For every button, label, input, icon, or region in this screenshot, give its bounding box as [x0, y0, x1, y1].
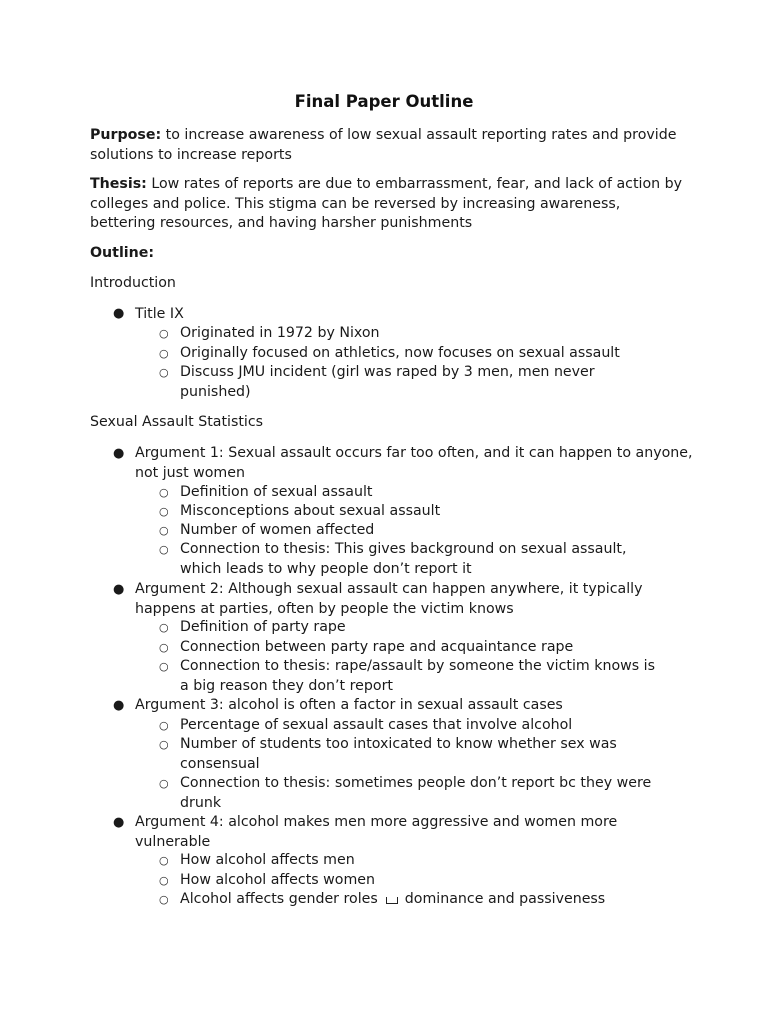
sub-list-item-text: dominance and passiveness — [404, 891, 606, 907]
sub-list-item: Percentage of sexual assault cases that involve alcohol — [180, 717, 573, 733]
list-item: Argument 4: alcohol makes men more aggressive and women more vulnerable — [135, 814, 618, 850]
circle-bullet-icon: ○ — [159, 486, 169, 499]
circle-bullet-icon: ○ — [159, 854, 169, 867]
bullet-icon: ● — [113, 582, 125, 597]
sub-list-item — [180, 889, 660, 909]
list-item: Argument 1: Sexual assault occurs far too often, and it can happen to anyone, not just women — [135, 445, 693, 481]
statistics-heading: Sexual Assault Statistics — [90, 414, 264, 430]
bullet-icon: ● — [113, 815, 125, 830]
bullet-icon: ● — [113, 698, 125, 713]
list-item: Argument 2: Although sexual assault can happen anywhere, it typically happens at parties, often by people the victim knows — [135, 581, 643, 617]
purpose-text: to increase awareness of low sexual assault reporting rates and provide solutions to increase reports — [90, 127, 677, 163]
circle-bullet-icon: ○ — [159, 641, 169, 654]
list-item: Title IX — [135, 306, 184, 322]
sub-list-item: Definition of sexual assault — [180, 484, 373, 500]
sub-list-item: How alcohol affects women — [180, 872, 375, 888]
sub-list-item: Connection between party rape and acquaintance rape — [180, 639, 574, 655]
sub-list-item: Connection to thesis: This gives background on sexual assault, which leads to why people don’t report it — [180, 541, 627, 577]
purpose-label: Purpose: — [90, 127, 162, 143]
circle-bullet-icon: ○ — [159, 347, 169, 360]
bullet-icon: ● — [113, 446, 125, 461]
sub-list-item: Definition of party rape — [180, 619, 346, 635]
sub-list-item: Number of students too intoxicated to know whether sex was consensual — [180, 736, 617, 772]
circle-bullet-icon: ○ — [159, 738, 169, 751]
sub-list-item: Connection to thesis: sometimes people don’t report bc they were drunk — [180, 775, 652, 811]
circle-bullet-icon: ○ — [159, 505, 169, 518]
circle-bullet-icon: ○ — [159, 366, 169, 379]
purpose-paragraph — [90, 126, 690, 165]
thesis-label: Thesis: — [90, 176, 147, 192]
circle-bullet-icon: ○ — [159, 543, 169, 556]
sub-list-item: Discuss JMU incident (girl was raped by 3 men, men never punished) — [180, 364, 595, 400]
circle-bullet-icon: ○ — [159, 893, 169, 906]
list-item: Argument 3: alcohol is often a factor in sexual assault cases — [135, 697, 563, 713]
sub-list-item: Connection to thesis: rape/assault by someone the victim knows is a big reason they don’t report — [180, 658, 655, 694]
circle-bullet-icon: ○ — [159, 327, 169, 340]
sub-list-item: How alcohol affects men — [180, 852, 355, 868]
sub-list-item: Number of women affected — [180, 522, 375, 538]
circle-bullet-icon: ○ — [159, 777, 169, 790]
thesis-paragraph — [90, 175, 690, 234]
arrow-symbol-icon — [386, 897, 398, 904]
sub-list-item: Originally focused on athletics, now focuses on sexual assault — [180, 345, 620, 361]
circle-bullet-icon: ○ — [159, 660, 169, 673]
sub-list-item: Originated in 1972 by Nixon — [180, 325, 380, 341]
document-title: Final Paper Outline — [294, 92, 474, 111]
introduction-heading: Introduction — [90, 275, 176, 291]
circle-bullet-icon: ○ — [159, 719, 169, 732]
circle-bullet-icon: ○ — [159, 621, 169, 634]
outline-heading: Outline: — [90, 245, 155, 261]
circle-bullet-icon: ○ — [159, 524, 169, 537]
sub-list-item-text: Alcohol affects gender roles — [180, 891, 378, 907]
bullet-icon: ● — [113, 306, 125, 321]
thesis-text: Low rates of reports are due to embarrassment, fear, and lack of action by colleges and police. This stigma can be reversed by increasing awareness, bettering resources, and having harsher punishments — [90, 176, 683, 231]
circle-bullet-icon: ○ — [159, 874, 169, 887]
sub-list-item: Misconceptions about sexual assault — [180, 503, 441, 519]
